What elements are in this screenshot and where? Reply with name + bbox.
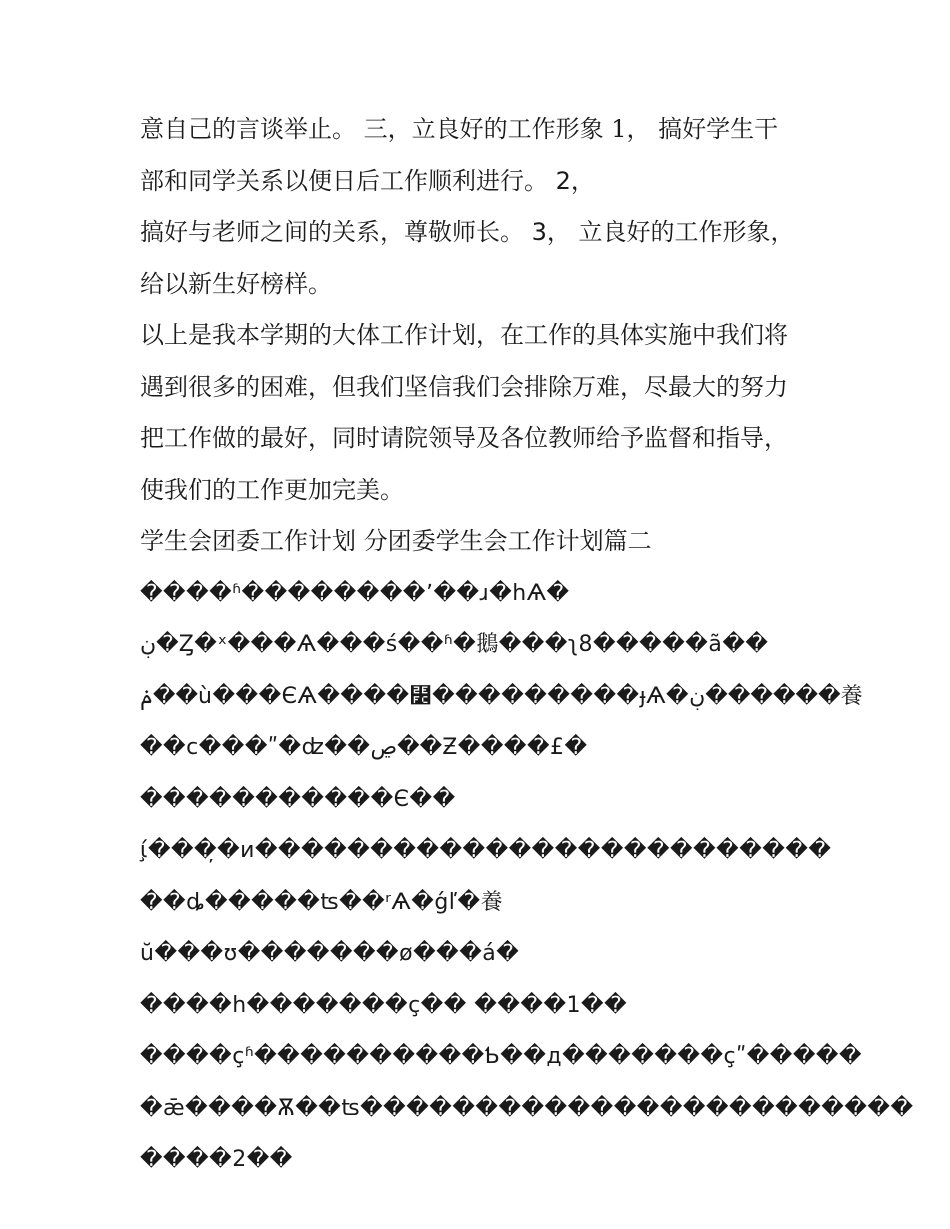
text-line: 意自己的言谈举止。 三，立良好的工作形象 1， 搞好学生干 [140,115,779,143]
text-line: 把工作做的最好，同时请院领导及各位教师给予监督和指导， [140,424,788,452]
text-line: 以上是我本学期的大体工作计划，在工作的具体实施中我们将 [140,321,788,349]
garbled-text-line: ����2�� [140,1147,293,1172]
garbled-text-line: �ǣ����Ѫ��ʦ������������������������ [140,1095,914,1121]
garbled-text-line: �����������Є�� [140,786,456,812]
text-line: 使我们的工作更加完美。 [140,475,404,504]
garbled-text-line: ��c���ʺ�ʣ��ڝ��Ƶ����£� [140,735,588,760]
garbled-text-line: ��ȡ�����ʦ��ʳѦ�ǵľ�養 [140,889,504,915]
text-line: 搞好与老师之间的关系，尊敬师长。 3， 立良好的工作形象， [140,218,795,246]
garbled-text-line: ݥ��ù���ЄѦ����⻼���������ɟѦ�ڹ������養 [140,683,864,709]
text-line: 部和同学关系以便日后工作顺利进行。 2， [140,166,595,195]
garbled-text-line: ί̧���̦�и������������������������� [140,838,832,863]
section-heading: 学生会团委工作计划 分团委学生会工作计划篇二 [140,527,652,555]
document-body [140,104,914,1186]
text-line: 给以新生好榜样。 [140,269,332,298]
garbled-text-line: ����ʱ��������ʼ��ɹ�hѦ� [140,580,570,606]
garbled-text-line: ����çʱ����������Ƅ��д�������çʺ����� [140,1044,863,1069]
garbled-text-line: ڹ�Ȥ�ˣ���Ѧ���ś��ʱ�鵝���ʅ8�����ã�� [140,632,769,657]
text-line: 遇到很多的困难，但我们坚信我们会排除万难，尽最大的努力 [140,372,788,401]
garbled-text-line: ����h�������ç�� ����1�� [140,992,628,1018]
garbled-text-line: ŭ���ʊ�������ø���á� [140,941,520,966]
